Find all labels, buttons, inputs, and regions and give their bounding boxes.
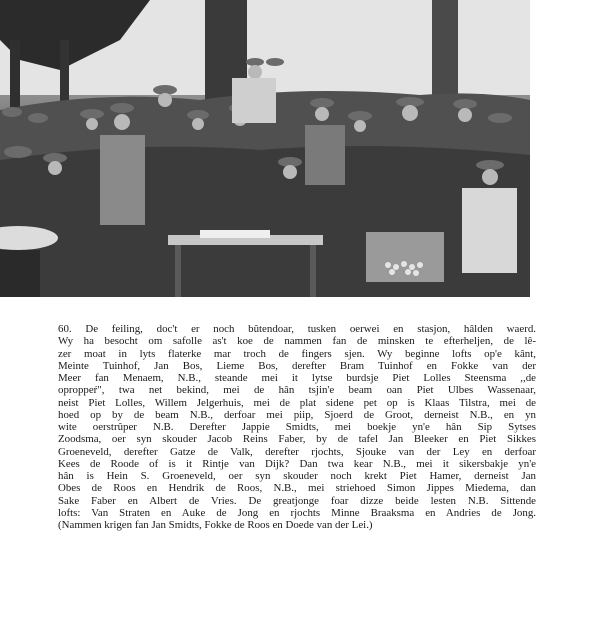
- caption-line: Kees de Roode of is it Rintje van Dijk? Dan twa kear N.B., mei it sikersbakje yn'e: [58, 457, 536, 470]
- caption-line: 60. De feiling, doc't er noch bûtendoar, tusken oerwei en stasjon, hâlden waerd.: [58, 323, 536, 335]
- caption-line: Wy ha besocht om safolle as't koe de nammen fan de minsken te efterheljen, de lê-: [58, 335, 536, 348]
- caption-line: Groeneveld, derefter Gatze de Valk, derefter rjochts, Sjouke van der Ley en derfoar: [58, 445, 536, 458]
- caption-line: zer moat in lyts flaterke mar troch de fingers sjen. Wy beginne lofts op'e kânt,: [58, 347, 536, 360]
- photograph-icon: [0, 0, 530, 297]
- caption-line: lofts: Van Straten en Auke de Jong en rjochts Minne Braaksma en Andries de Jong.: [58, 506, 536, 519]
- crowd-photograph: [0, 0, 530, 297]
- caption-line: hoed op by de beam N.B., derfoar mei piip, Sjoerd de Groot, derneist N.B., en yn: [58, 408, 536, 421]
- caption-line: Meinte Tuinhof, Jan Bos, Lieme Bos, derefter Bram Tuinhof en Fokke van der: [58, 359, 536, 372]
- caption-line: wite oerstrûper N.B. Derefter Jappie Smidts, mei boekje yn'e hân Sip Sytses: [58, 421, 536, 433]
- caption-line: (Nammen krigen fan Jan Smidts, Fokke de Roos en Doede van der Lei.): [58, 519, 373, 531]
- caption-line: Zoodsma, oer syn skouder Jacob Reins Faber, by de tafel Jan Bleeker en Piet Sikkes: [58, 433, 536, 446]
- caption-line: oproppeŕ", twa net bekind, mei de hân tsjin'e beam oan Piet Ulbes Wassenaar,: [58, 384, 536, 397]
- caption-line: neist Piet Lolles, Willem Jelgerhuis, mei de plat sidene pet op is Klaas Tilstra, mei de: [58, 396, 536, 409]
- photo-caption: [58, 323, 536, 531]
- caption-line: hân is Hein S. Groeneveld, oer syn skouder noch krekt Piet Hamer, derneist Jan: [58, 470, 536, 482]
- caption-line: Meer fan Menaem, N.B., steande mei it lytse burdsje Piet Lolles Steensma ,,de: [58, 372, 536, 384]
- caption-line: Obes de Roos en Hendrik de Roos, N.B., mei striehoed Simon Jippes Miedema, dan: [58, 482, 536, 495]
- caption-line: Sake Faber en Albert de Vries. De greatjonge foar dizze beide lesten N.B. Sittende: [58, 494, 536, 507]
